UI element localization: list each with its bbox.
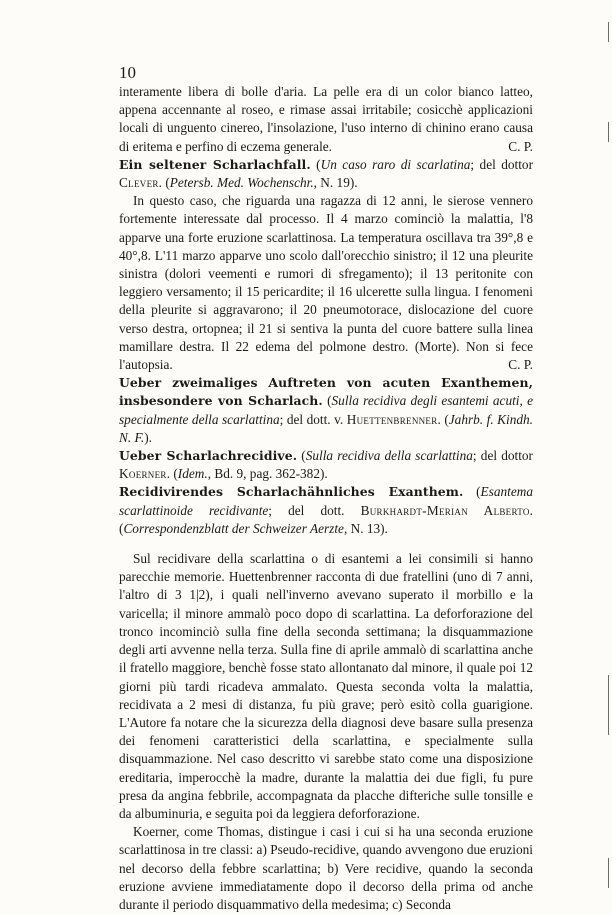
- entry-citation-italic: Sulla recidiva degli esantemi acuti, e specialmente della scarlattina: [119, 393, 533, 427]
- entry-heading: Ueber zweimaliges Auftreten von acuten Exanthemen, insbesondere von Scharlach. (Sulla recidiva degli esantemi acuti, e specialmente della scarlattina; del dott. v. Huettenbrenner. (Jahrb. f. Kindh. N. F.).: [119, 375, 533, 445]
- entry-body-text: In questo caso, che riguarda una ragazza di 12 anni, le sierose vennero fortemente interessate dal processo. Il 4 marzo cominciò la malattia, l'8 apparve una forte eruzione scarlattinosa. La temperatura oscillava tra 39°,8 e 40°,8. L'11 marzo apparve uno scolo dall'orecchio sinistro; il 12 una pleurite sinistra (dolori veementi e rumori di sfregamento); il 13 peritonite con leggiero versamento; il 15 pericardite; il 16 ulcerette sulla lingua. I fenomeni della pleurite si aggravarono; il 20 pneumotorace, dislocazione del cuore verso destra, ortopnea; il 21 si sentiva la punta del cuore battere sulla linea mamillare destra. Il 22 edema del polmone destro. (Morte). Non si fece l'autopsia.: [119, 193, 533, 373]
- entry-author: Koerner: [119, 466, 167, 482]
- discussion-paragraph: Koerner, come Thomas, distingue i casi i cui si ha una seconda eruzione scarlattinosa in tre classi: a) Pseudo-recidive, quando avvengono due eruzioni nel decorso della febbre scarlattina; b) Vere recidive, quando la seconda eruzione avviene immediatamente dopo il decorso della prima od anche durante il periodo disquammativo della medesima; c) Seconda: [119, 824, 533, 912]
- entry-citation-italic: Un caso raro di scarlatina: [320, 156, 471, 172]
- entry-author: Huettenbrenner: [346, 411, 438, 427]
- entry-heading: Ueber Scharlachrecidive. (Sulla recidiva della scarlattina; del dottor Koerner. (Idem., Bd. 9, pag. 362-382).: [119, 448, 533, 482]
- entry-citation-end: ).: [144, 429, 153, 445]
- entry-citation-end: , N. 19).: [313, 175, 358, 191]
- entry-title: Recidivirendes Scharlachähnliches Exanthem.: [119, 484, 464, 500]
- continuation-text: interamente libera di bolle d'aria. La pelle era di un color bianco latteo, appena accennante al roseo, e rimase assai irritabile; cosicchè applicazioni locali di unguento cinereo, l'insolazione, l'uso interno di chinino erano causa di eritema e perfino di eczema generale.: [119, 84, 533, 154]
- margin-mark: [608, 22, 609, 42]
- entry-author: Burkhardt-Merian Alberto: [360, 502, 530, 518]
- entry-citation-mid: ; del dott. v.: [279, 411, 347, 427]
- entry-heading: Recidivirendes Scharlachähnliches Exanthem. (Esantema scarlattinoide recidivante; del dott. Burkhardt-Merian Alberto. (Correspondenzblatt der Schweizer Aerzte, N. 13).: [119, 484, 533, 536]
- entry-source: Petersb. Med. Wochenschr.: [169, 175, 314, 191]
- author-initials: C. P.: [508, 138, 533, 154]
- margin-mark: [608, 675, 609, 735]
- entry-heading: Ein seltener Scharlachfall. (Un caso raro di scarlatina; del dottor Clever. (Petersb. Med. Wochenschr., N. 19).: [119, 156, 533, 191]
- continuation-paragraph: [119, 83, 533, 156]
- discussion-paragraph: Sul recidivare della scarlattina o di esantemi a lei consimili si hanno parecchie memorie. Huettenbrenner racconta di due fratellini (uno di 7 anni, l'altro di 3 1|2), i quali nell'inverno avevano superato il morbillo e la varicella; il minore ammalò poco dopo di scarlattina. La deforforazione del tronco incominciò sulla fine della seconda settimana; la disquammazione degli arti avvenne nella terza. Sulla fine di aprile ammalò di scarlattina anche il fratello maggiore, benchè fosse stato allontanato dal minore, il quale poi 12 giorni più tardi ricadeva ammalato. Questa seconda volta la malattia, recidivata a 2 mesi di distanza, fu più grave; però esitò colla guarigione. L'Autore fa notare che la sicurezza della diagnosi deve basare sulla presenza dei fenomeni caratteristici della scarlattina, e specialmente sulla disquammazione. Nel caso descritto vi sarebbe stato come una disposizione ereditaria, imperocchè la madre, durante la malattia dei due figli, fu pure presa da angina febbrile, accompagnata da placche difteriche sulle tonsille e da albuminuria, e seguita poi da leggiera deforforazione.: [119, 551, 533, 821]
- page-number: 10: [119, 63, 136, 82]
- entry-author: Clever: [119, 175, 159, 191]
- entry-title: Ueber zweimaliges Auftreten von acuten Exanthemen, insbesondere von Scharlach.: [119, 375, 533, 409]
- entry-source: Correspondenzblatt der Schweizer Aerzte: [123, 520, 344, 536]
- entry-citation-mid: ; del dott.: [268, 502, 361, 518]
- entry-citation-mid: ; del dottor: [472, 448, 533, 464]
- entry-citation-end: , N. 13).: [343, 520, 388, 536]
- margin-mark: [608, 122, 609, 142]
- entry-title: Ueber Scharlachrecidive.: [119, 448, 298, 464]
- margin-mark: [608, 858, 609, 888]
- author-initials: C. P.: [508, 357, 533, 373]
- entry-source: Jahrb. f. Kindh. N. F.: [119, 411, 533, 445]
- entry-body: [119, 192, 533, 374]
- entry-citation-italic: Esantema scarlattinoide recidivante: [119, 484, 533, 518]
- entry-citation-italic: Sulla recidiva della scarlattina: [305, 448, 473, 464]
- entry-citation-end: , Bd. 9, pag. 362-382).: [207, 466, 328, 482]
- text-column: [119, 83, 533, 914]
- entry-title: Ein seltener Scharlachfall.: [119, 156, 311, 172]
- entry-source: Idem.: [177, 466, 208, 482]
- entry-citation-mid: ; del dottor: [470, 156, 533, 172]
